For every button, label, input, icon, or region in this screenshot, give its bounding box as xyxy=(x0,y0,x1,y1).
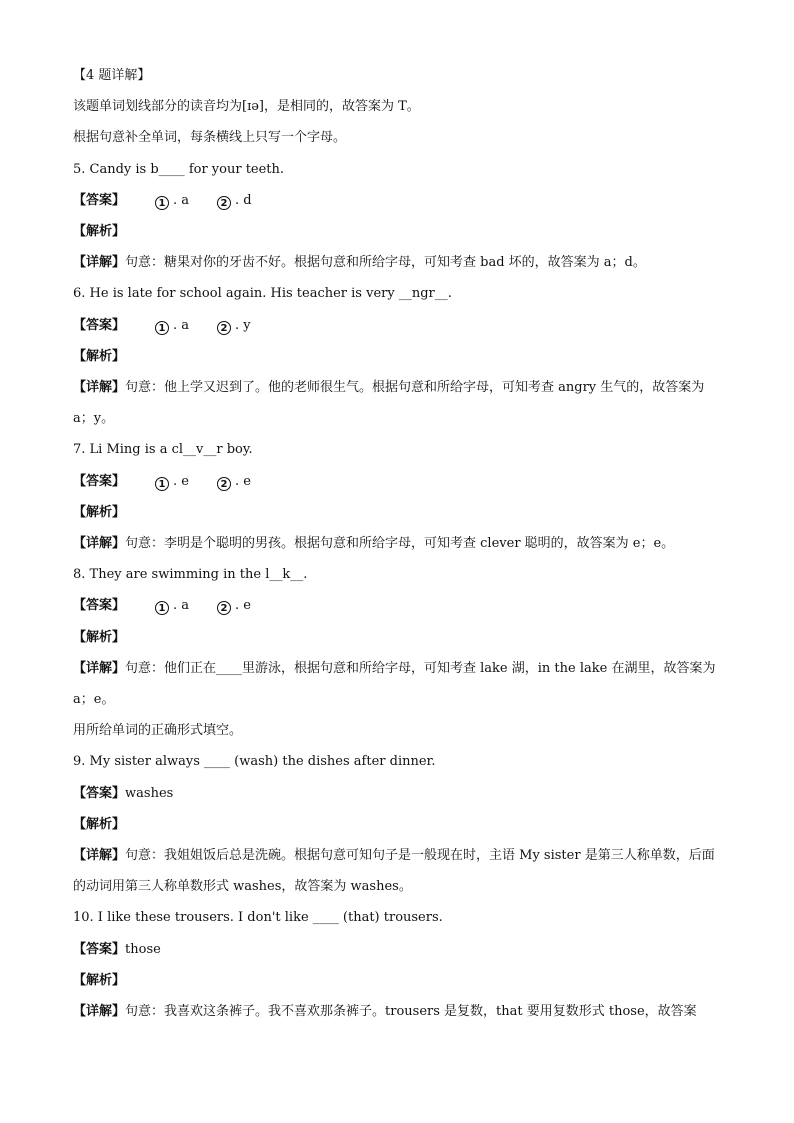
analysis-label-q5: 【解析】 xyxy=(73,224,126,240)
answer-label: 【答案】 xyxy=(73,941,126,957)
answer-label: 【答案】 xyxy=(73,785,126,801)
answer-label: 【答案】 xyxy=(73,192,126,208)
analysis-label-q6: 【解析】 xyxy=(73,348,126,364)
answer-row-q8 xyxy=(73,590,721,621)
circled-number-1: 1 xyxy=(155,196,169,210)
answer-option-1 xyxy=(155,185,189,216)
answer-value: . d xyxy=(235,192,252,208)
answer-value: those xyxy=(125,941,161,957)
question-6: 6. He is late for school again. His teacher is very __ngr__. xyxy=(73,286,452,302)
circled-number-2: 2 xyxy=(217,196,231,210)
answer-row-q6 xyxy=(73,310,721,341)
answer-value: . e xyxy=(234,473,251,489)
circled-number-1: 1 xyxy=(155,601,169,615)
detail-q10 xyxy=(73,996,721,1027)
detail-q5 xyxy=(73,247,721,278)
question-8: 8. They are swimming in the l__k__. xyxy=(73,567,308,583)
detail-text: 句意：他们正在____里游泳，根据句意和所给字母，可知考查 lake 湖，in the lake 在湖里，故答案为 a；e。 xyxy=(73,660,716,708)
section-instruction-fill-letters: 根据句意补全单词，每条横线上只写一个字母。 xyxy=(73,130,347,146)
answer-row-q5 xyxy=(73,185,721,216)
question-7: 7. Li Ming is a cl__v__r boy. xyxy=(73,442,253,458)
answer-option-2 xyxy=(217,466,251,497)
question-10: 10. I like these trousers. I don't like ____ (that) trousers. xyxy=(73,910,443,926)
answer-option-2 xyxy=(217,590,251,621)
answer-value: . a xyxy=(173,192,190,208)
circled-number-2: 2 xyxy=(217,321,231,335)
analysis-label-q10: 【解析】 xyxy=(73,972,126,988)
detail-label: 【详解】 xyxy=(73,848,126,864)
section-instruction-word-forms: 用所给单词的正确形式填空。 xyxy=(73,723,243,739)
circled-number-2: 2 xyxy=(217,601,231,615)
detail-q8 xyxy=(73,653,721,715)
detail-text: 句意：李明是个聪明的男孩。根据句意和所给字母，可知考查 clever 聪明的，故答案为 e；e。 xyxy=(125,536,675,552)
answer-label: 【答案】 xyxy=(73,317,126,333)
analysis-label-q9: 【解析】 xyxy=(73,816,126,832)
detail-label: 【详解】 xyxy=(73,660,126,676)
answer-option-2 xyxy=(217,185,252,216)
answer-option-1 xyxy=(155,310,189,341)
question-5: 5. Candy is b____ for your teeth. xyxy=(73,161,285,177)
answer-value: . a xyxy=(173,598,190,614)
question-9: 9. My sister always ____ (wash) the dishes after dinner. xyxy=(73,754,436,770)
analysis-label-q7: 【解析】 xyxy=(73,504,126,520)
detail-label: 【详解】 xyxy=(73,536,126,552)
detail-label: 【详解】 xyxy=(73,1004,126,1020)
answer-value: . y xyxy=(235,317,251,333)
circled-number-1: 1 xyxy=(155,321,169,335)
circled-number-2: 2 xyxy=(217,477,231,491)
detail-text: 句意：我姐姐饭后总是洗碗。根据句意可知句子是一般现在时，主语 My sister 是第三人称单数，后面的动词用第三人称单数形式 washes，故答案为 washes。 xyxy=(73,848,715,895)
answer-label: 【答案】 xyxy=(73,473,126,489)
detail-q6 xyxy=(73,372,721,434)
detail-text: 句意：我喜欢这条裤子。我不喜欢那条裤子。trousers 是复数，that 要用复数形式 those，故答案 xyxy=(125,1004,697,1020)
detail-text: 句意：糖果对你的牙齿不好。根据句意和所给字母，可知考查 bad 坏的，故答案为 a；d。 xyxy=(125,255,646,271)
detail-q9 xyxy=(73,840,721,902)
detail-text: 句意：他上学又迟到了。他的老师很生气。根据句意和所给字母，可知考查 angry 生气的，故答案为 a；y。 xyxy=(73,380,705,427)
document-page xyxy=(73,60,721,1027)
detail-label: 【详解】 xyxy=(73,380,126,396)
answer-option-1 xyxy=(155,590,189,621)
answer-row-q10 xyxy=(73,934,721,965)
q4-explanation: 该题单词划线部分的读音均为[ɪə]，是相同的，故答案为 T。 xyxy=(73,99,420,115)
answer-value: . e xyxy=(235,598,251,614)
answer-row-q7 xyxy=(73,466,721,497)
analysis-label-q8: 【解析】 xyxy=(73,629,126,645)
detail-label: 【详解】 xyxy=(73,255,126,271)
answer-option-1 xyxy=(155,466,189,497)
answer-value: . e xyxy=(173,473,189,489)
answer-label: 【答案】 xyxy=(73,598,126,614)
answer-row-q9 xyxy=(73,778,721,809)
detail-q7 xyxy=(73,528,721,559)
circled-number-1: 1 xyxy=(155,477,169,491)
answer-option-2 xyxy=(217,310,251,341)
answer-value: washes xyxy=(125,785,174,801)
section-heading-q4: 【4 题详解】 xyxy=(73,68,151,83)
answer-value: . a xyxy=(173,317,190,333)
